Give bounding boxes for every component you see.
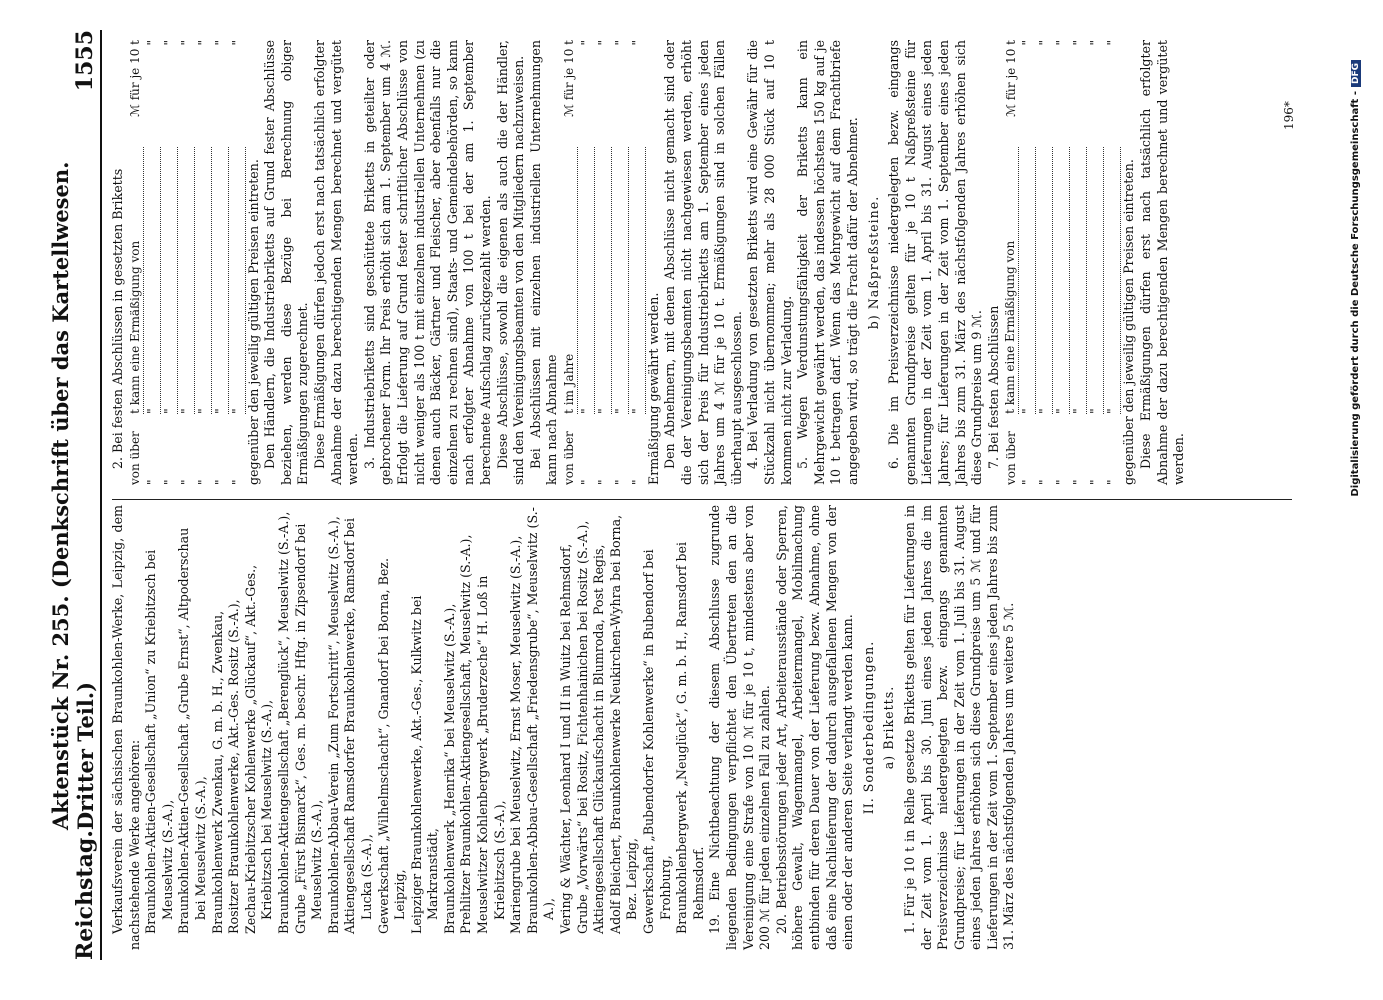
- table-row: [177, 40, 194, 485]
- column-divider: [112, 499, 1292, 500]
- table-row: [211, 40, 228, 485]
- row-unit: ": [578, 40, 593, 46]
- row-label: ": [1054, 479, 1069, 485]
- row-middle: ": [228, 147, 245, 414]
- table-row: [1070, 40, 1087, 485]
- paragraph-3-d: Ermäßigung gewährt werden.: [645, 292, 661, 485]
- row-middle: ": [160, 147, 177, 414]
- paragraph-4: 4. Bei Verladung von gesetzten Briketts wird eine Gewähr für die Stückzahl nicht übernommen; mehr als 28 000 Stück auf 10 t kommen nicht zur Verladung.: [745, 40, 794, 485]
- row-unit: ": [212, 40, 227, 46]
- header-rule: [100, 30, 102, 960]
- row-middle: ": [1036, 147, 1053, 414]
- row-label: ": [595, 479, 610, 485]
- left-paragraph: Aktiengesellschaft Ramsdorfer Braunkohlenwerke, Ramsdorf bei Lucka (S.-A.),: [342, 517, 374, 934]
- row-middle: ": [1070, 147, 1087, 414]
- table-row: [1036, 40, 1053, 485]
- left-paragraph: 1. Für je 10 t in Reihe gesetzte Briketts gelten für Lieferungen in der Zeit vom 1. April bis 30. Juni eines jeden Jahres die im Preisverzeichnisse niedergelegten bezw. eingangs genannten Grundpreise; für Lieferungen in der Zeit vom 1. Juli bis 31. August eines jeden Jahres erhöhen sich diese Grundpreise um 5 ℳ und für Lieferungen in der Zeit vom 1. September eines jeden Jahres bis zum 31. März des nächstfolgenden Jahres um weitere 5 ℳ.: [901, 505, 1017, 950]
- row-middle: ": [1104, 147, 1121, 414]
- table-row: [1104, 40, 1121, 485]
- left-paragraph: Braunkohlen-Abbau-Gesellschaft „Friedensgrube“, Meuselwitz (S.-A.),: [524, 507, 557, 934]
- left-paragraph: Meuselwitzer Kohlenbergwerk „Bruderzeche“ H. Loß in Kriebitzsch (S.-A.),: [475, 575, 507, 934]
- left-paragraph: Braunkohlen-Aktien-Gesellschaft „Union“ zu Kriebitzsch bei Meuselwitz (S.-A.),: [143, 549, 175, 934]
- left-paragraph: Gewerkschaft „Wilhelmschacht“, Gnandorf bei Borna, Bez. Leipzig,: [375, 558, 408, 934]
- discount-table-c: [1002, 40, 1121, 485]
- left-paragraph: Mariengrube bei Meuselwitz, Ernst Moser, Meuselwitz (S.-A.),: [508, 535, 524, 934]
- row-label: ": [578, 479, 593, 485]
- left-paragraph: a) Briketts.: [881, 685, 897, 770]
- table-row: [228, 40, 245, 485]
- digitization-credit: [1350, 60, 1361, 960]
- paragraph-3-c: Bei Abschlüssen mit einzelnen industriellen Unternehmungen kann nach Abnahme: [527, 40, 560, 485]
- table-row: [561, 40, 578, 485]
- row-middle: ": [628, 147, 645, 414]
- signature-mark: 196*: [1282, 101, 1296, 130]
- table-row: [160, 40, 177, 485]
- left-column: [110, 505, 1018, 950]
- row-label: ": [629, 479, 644, 485]
- left-paragraph: 19. Eine Nichtbeachtung der diesem Abschlusse zugrunde liegenden Bedingungen verpflichtet den Übertreten den an die Vereinigung eine Strafe von 10 ℳ für je 10 t, mindestens aber von 200 ℳ für jeden einzelnen Fall zu zahlen.: [707, 505, 773, 950]
- row-unit: ": [595, 40, 610, 46]
- row-middle: ": [177, 147, 194, 414]
- row-middle: ": [194, 147, 211, 414]
- table-row: [194, 40, 211, 485]
- table-row: [577, 40, 594, 485]
- row-middle: ": [594, 147, 611, 414]
- left-paragraph: Rositzer Braunkohlenwerke, Akt.-Ges. Rositz (S.-A.),: [226, 599, 242, 934]
- row-middle: ": [611, 147, 628, 414]
- row-unit: ": [612, 40, 627, 46]
- row-label: ": [1071, 479, 1086, 485]
- page-number: 1555: [72, 30, 98, 92]
- row-middle: ": [143, 147, 160, 414]
- paragraph-7-after: gegenüber den jeweilig gültigen Preisen eintreten.: [1121, 159, 1137, 485]
- row-middle: t kann eine Ermäßigung von: [127, 147, 144, 414]
- row-unit: ": [229, 40, 244, 46]
- row-middle: ": [1087, 147, 1104, 414]
- left-paragraph: Braunkohlen-Abbau-Verein „Zum Fortschritt“, Meuselwitz (S.-A.),: [325, 516, 341, 934]
- left-paragraph: Gewerkschaft „Bubendorfer Kohlenwerke“ in Bubendorf bei Frohburg,: [641, 549, 673, 934]
- paragraph-2-c: Diese Ermäßigungen dürfen jedoch erst nach tatsächlich erfolgter Abnahme der dazu berechtigenden Mengen berechnet und vergütet werden.: [311, 40, 361, 485]
- paragraph-3-b: Diese Abschlüsse, sowohl die eigenen als auch die der Händler, sind den Vereinigungsbeamten von den Mitgliedern nachzuweisen.: [494, 40, 527, 485]
- paragraph-6: 6. Die im Preisverzeichnisse niedergelegten bezw. eingangs genannten Grundpreise gelten für je 10 t Naßpreßsteine für Lieferungen in der Zeit vom 1. April bis 31. August eines jeden Jahres; für Lieferungen in der Zeit vom 1. September eines jeden Jahres bis zum 31. März des nächstfolgenden Jahres erhöhen sich diese Grundpreise um 9 ℳ.: [886, 40, 985, 485]
- paragraph-3: 3. Industriebriketts sind geschüttete Briketts in geteilter oder gebrochener Form. Ihr Preis erhöht sich am 1. September um 4 ℳ. Erfolgt die Lieferung auf Grund fester schriftlicher Abschlüsse von nicht weniger als 100 t mit einzelnen industriellen Unternehmen (zu denen auch Bäcker, Gärtner und Fleischer, aber ebenfalls nur die einzelnen zu rechnen sind), Staats- und Gemeindebehörden, so kann nach erfolgter Abnahme von 100 t bei der am 1. September berechnete Aufschlag zurückgezahlt werden.: [361, 40, 493, 485]
- row-unit: ℳ für je 10 t: [562, 40, 577, 117]
- row-label: ": [1020, 479, 1035, 485]
- row-unit: ": [1088, 40, 1103, 46]
- left-paragraph: Leipziger Braunkohlenwerke, Akt.-Ges., Kulkwitz bei Markranstädt,: [408, 595, 441, 934]
- dfg-logo: DFG: [1351, 60, 1361, 87]
- table-row: [143, 40, 160, 485]
- row-unit: ": [1105, 40, 1120, 46]
- left-paragraph: Verkaufsverein der sächsischen Braunkohlen-Werke, Leipzig, dem nachstehende Werke angehören:: [110, 505, 142, 950]
- row-label: ": [144, 479, 159, 485]
- table-row: [628, 40, 645, 485]
- paragraph-2-after: gegenüber den jeweilig gültigen Preisen eintreten.: [245, 159, 261, 485]
- paragraph-2-b: Den Händlern, die Industriebriketts auf Grund fester Abschlüsse beziehen, werden diese Bezüge bei Berechnung obiger Ermäßigungen zugerechnet.: [262, 40, 311, 485]
- row-middle: ": [1053, 147, 1070, 414]
- paragraph-2-intro: 2. Bei festen Abschlüssen in gesetzten Briketts: [110, 168, 125, 469]
- left-paragraph: Braunkohlenwerk „Henrika“ bei Meuselwitz (S.-A.),: [441, 603, 457, 934]
- row-middle: t kann eine Ermäßigung von: [1002, 147, 1019, 414]
- row-unit: ": [1054, 40, 1069, 46]
- left-paragraph: Grube „Vorwärts“ bei Rositz, Fichtenhainichen bei Rositz (S.-A.),: [574, 520, 590, 934]
- row-label: von über: [1003, 431, 1018, 485]
- row-label: ": [612, 479, 627, 485]
- left-paragraph: Braunkohlenwerk Zwenkau, G. m. b. H., Zwenkau,: [209, 610, 225, 934]
- credit-text: Digitalisierung gefördert durch die Deutsche Forschungsgemeinschaft -: [1350, 91, 1361, 497]
- table-row: [1053, 40, 1070, 485]
- row-label: von über: [562, 431, 577, 485]
- row-unit: ℳ für je 10 t: [127, 40, 142, 117]
- row-unit: ": [1071, 40, 1086, 46]
- left-paragraph: Prehlitzer Braunkohlen-Aktiengesellschaft, Meuselwitz (S.-A.),: [458, 534, 474, 934]
- left-paragraph: II. Sonderbedingungen.: [860, 640, 876, 815]
- row-unit: ℳ für je 10 t: [1003, 40, 1018, 117]
- row-middle: ": [1019, 147, 1036, 414]
- row-unit: ": [161, 40, 176, 46]
- row-label: ": [1088, 479, 1103, 485]
- left-paragraph: Aktiengesellschaft Glückaufschacht in Blumroda, Post Regis,: [591, 544, 607, 934]
- left-paragraph: 20. Betriebsstörungen jeder Art, Arbeiterausstände oder Sperren, höhere Gewalt, Wagenmangel, Arbeitermangel, Mobilmachung entbinden für deren Dauer von der Lieferung bezw. Abnahme, ohne daß eine Nachlieferung der dadurch ausgefallenen Mengen von der einen oder der anderen Seite verlangt werden kann.: [773, 505, 856, 950]
- row-middle: t im Jahre: [561, 147, 578, 414]
- table-row: [1019, 40, 1036, 485]
- row-unit: ": [195, 40, 210, 46]
- table-row: [1087, 40, 1104, 485]
- row-label: ": [1037, 479, 1052, 485]
- paragraph-7-b: Diese Ermäßigungen dürfen erst nach tatsächlich erfolgter Abnahme der dazu berechtigenden Mengen berechnet und vergütet werden.: [1137, 40, 1187, 485]
- subsection-b-heading: b) Naßpreßsteine.: [865, 195, 881, 330]
- row-label: ": [229, 479, 244, 485]
- table-row: [594, 40, 611, 485]
- left-paragraph: Grube „Fürst Bismarck“, Ges. m. beschr. Hftg. in Zipsendorf bei Meuselwitz (S.-A.),: [292, 523, 325, 934]
- paragraph-3-e: Den Abnehmern, mit denen Abschlüsse nicht gemacht sind oder die der Vereinigungsbeamten nicht nachgewiesen werden, erhöht sich der Preis für Industriebriketts am 1. September eines jeden Jahres um 4 ℳ für je 10 t. Ermäßigungen sind in solchen Fällen überhaupt ausgeschlossen.: [662, 40, 744, 485]
- table-row: [127, 40, 144, 485]
- header-title: Aktenstück Nr. 255. (Denkschrift über das Kartellwesen. Dritter Teil.): [48, 161, 98, 831]
- left-paragraph: Braunkohlen-Aktiengesellschaft „Berenglück“, Meuselwitz (S.-A.),: [275, 511, 291, 934]
- left-paragraph: Braunkohlenbergwerk „Neuglück“, G. m. b. H., Ramsdorf bei Rehmsdorf.: [674, 541, 706, 934]
- header-left: Reichstag.: [72, 830, 98, 960]
- left-paragraph: Vering & Wächter, Leonhard I und II in Wuitz bei Rehmsdorf,: [558, 543, 574, 934]
- table-row: [611, 40, 628, 485]
- row-label: ": [195, 479, 210, 485]
- row-unit: ": [178, 40, 193, 46]
- row-label: ": [178, 479, 193, 485]
- row-unit: ": [1037, 40, 1052, 46]
- row-unit: ": [629, 40, 644, 46]
- row-label: ": [1105, 479, 1120, 485]
- left-paragraph: Braunkohlen-Aktien-Gesellschaft „Grube Ernst“, Altpoderschau bei Meuselwitz (S.-A.),: [176, 527, 208, 934]
- paragraph-7-intro: 7. Bei festen Abschlüssen: [985, 305, 1001, 469]
- right-column: [110, 40, 1188, 485]
- table-row: [1002, 40, 1019, 485]
- left-paragraph: Zechau-Kriebitzscher Kohlenwerke „Glückauf“, Akt.-Ges., Kriebitzsch bei Meuselwitz (S.-A.),: [242, 564, 275, 934]
- discount-table-a: [127, 40, 246, 485]
- row-middle: ": [577, 147, 594, 414]
- row-unit: ": [144, 40, 159, 46]
- row-middle: ": [211, 147, 228, 414]
- page-header: [48, 30, 98, 960]
- row-unit: ": [1020, 40, 1035, 46]
- discount-table-b: [561, 40, 646, 485]
- row-label: ": [161, 479, 176, 485]
- row-label: ": [212, 479, 227, 485]
- row-label: von über: [127, 431, 142, 485]
- paragraph-5: 5. Wegen Verdunstungsfähigkeit der Briketts kann ein Mehrgewicht gewährt werden, das indessen höchstens 150 kg auf je 10 t betragen darf. Wenn das Mehrgewicht auf dem Frachtbriefe angegeben wird, so trägt die Fracht dafür der Abnehmer.: [795, 40, 860, 485]
- left-paragraph: Adolf Bleichert, Braunkohlenwerke Neukirchen-Wyhra bei Borna, Bez. Leipzig,: [607, 514, 640, 934]
